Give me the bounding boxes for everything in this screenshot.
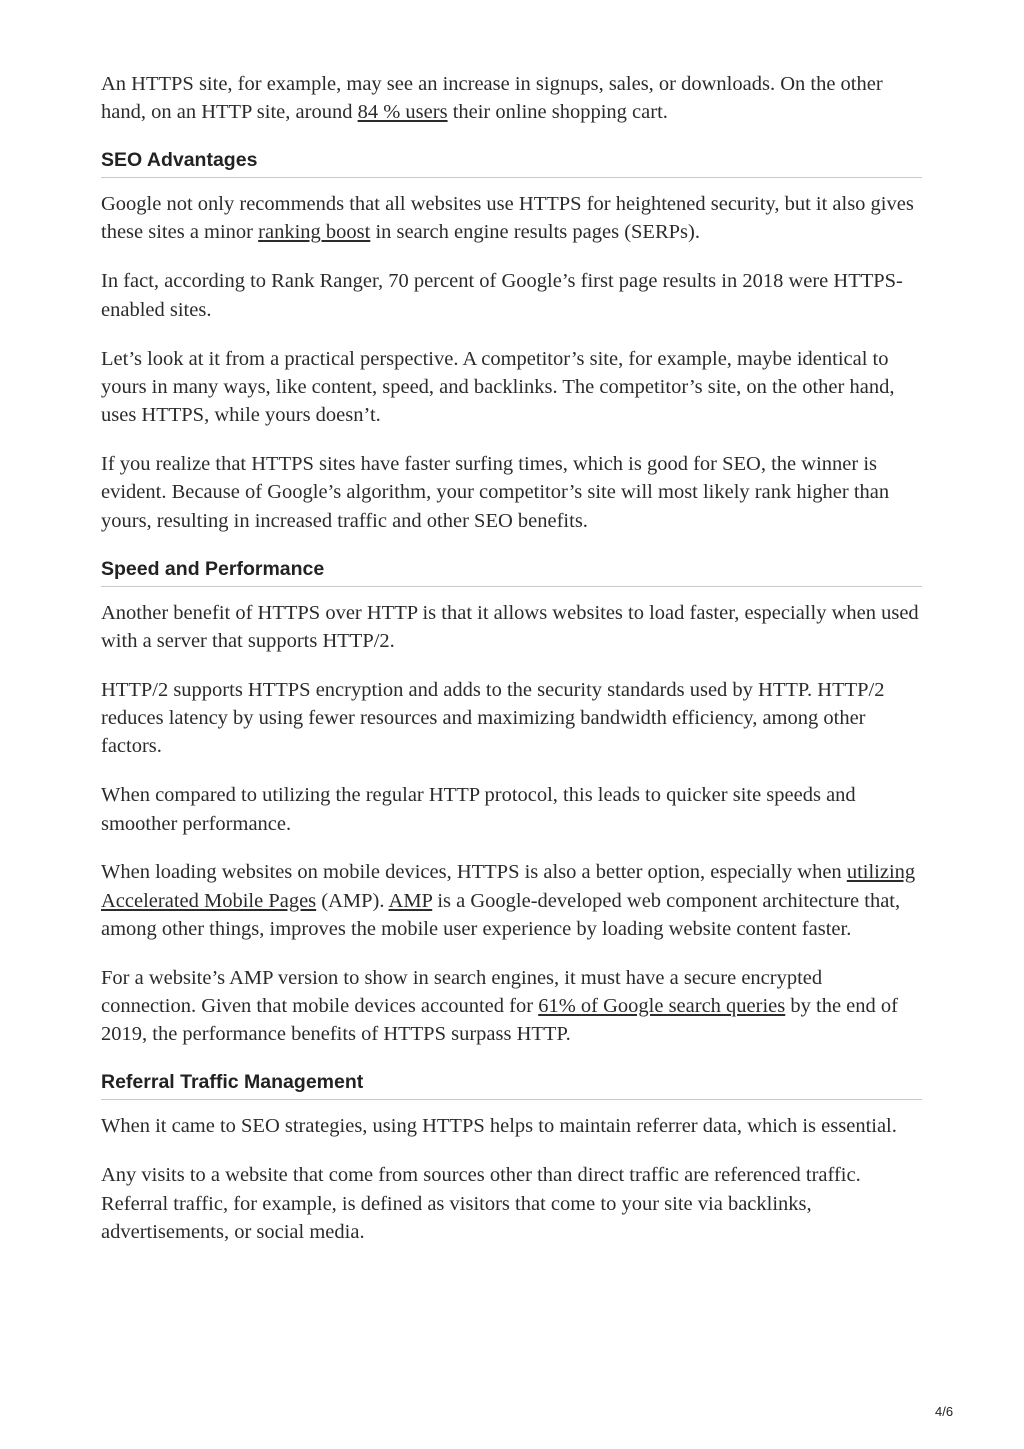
speed-paragraph-4: When loading websites on mobile devices, HTTPS is also a better option, especially when utilizing Accelerated Mobile Pages (AMP). AMP is a Google-developed web component architecture that, among other things, improves the mobile user experience by loading website content faster. [101, 861, 916, 940]
speed-paragraph-1: Another benefit of HTTPS over HTTP is that it allows websites to load faster, especially when used with a server that supports HTTP/2. [101, 601, 919, 652]
accelerated-mobile-pages-link[interactable]: utilizing Accelerated Mobile Pages [101, 861, 916, 912]
speed-performance-heading: Speed and Performance [101, 556, 922, 587]
seo-paragraph-1: Google not only recommends that all websites use HTTPS for heightened security, but it also gives these sites a minor ranking boost in search engine results pages (SERPs). [101, 193, 914, 244]
amp-link[interactable]: AMP [388, 889, 433, 912]
document-page [101, 70, 922, 1267]
referral-paragraph-1: When it came to SEO strategies, using HTTPS helps to maintain referrer data, which is essential. [101, 1115, 897, 1138]
users-abandon-cart-link[interactable]: 84 % users [357, 101, 448, 124]
speed-paragraph-2: HTTP/2 supports HTTPS encryption and adds to the security standards used by HTTP. HTTP/2 reduces latency by using fewer resources and maximizing bandwidth efficiency, among other factors. [101, 678, 885, 758]
referral-paragraph-2: Any visits to a website that come from sources other than direct traffic are referenced traffic. Referral traffic, for example, is defined as visitors that come to your site via backlinks, advertisements, or social media. [101, 1164, 861, 1243]
speed-paragraph-5: For a website’s AMP version to show in search engines, it must have a secure encrypted connection. Given that mobile devices accounted for 61% of Google search queries by the end of 2019, the performance benefits of HTTPS surpass HTTP. [101, 966, 898, 1046]
intro-paragraph: An HTTPS site, for example, may see an increase in signups, sales, or downloads. On the other hand, on an HTTP site, around 84 % users their online shopping cart. [101, 73, 883, 124]
google-search-queries-link[interactable]: 61% of Google search queries [538, 995, 786, 1018]
referral-traffic-heading: Referral Traffic Management [101, 1069, 922, 1100]
speed-paragraph-3: When compared to utilizing the regular HTTP protocol, this leads to quicker site speeds and smoother performance. [101, 784, 856, 835]
seo-paragraph-2: In fact, according to Rank Ranger, 70 percent of Google’s first page results in 2018 were HTTPS-enabled sites. [101, 270, 903, 321]
page-number: 4/6 [935, 1404, 954, 1419]
seo-paragraph-4: If you realize that HTTPS sites have faster surfing times, which is good for SEO, the winner is evident. Because of Google’s algorithm, your competitor’s site will most likely rank higher than yours, resulting in increased traffic and other SEO benefits. [101, 453, 890, 532]
ranking-boost-link[interactable]: ranking boost [258, 221, 371, 244]
seo-paragraph-3: Let’s look at it from a practical perspective. A competitor’s site, for example, maybe identical to yours in many ways, like content, speed, and backlinks. The competitor’s site, on the other hand, uses HTTPS, while yours doesn’t. [101, 347, 895, 427]
seo-advantages-heading: SEO Advantages [101, 147, 922, 178]
